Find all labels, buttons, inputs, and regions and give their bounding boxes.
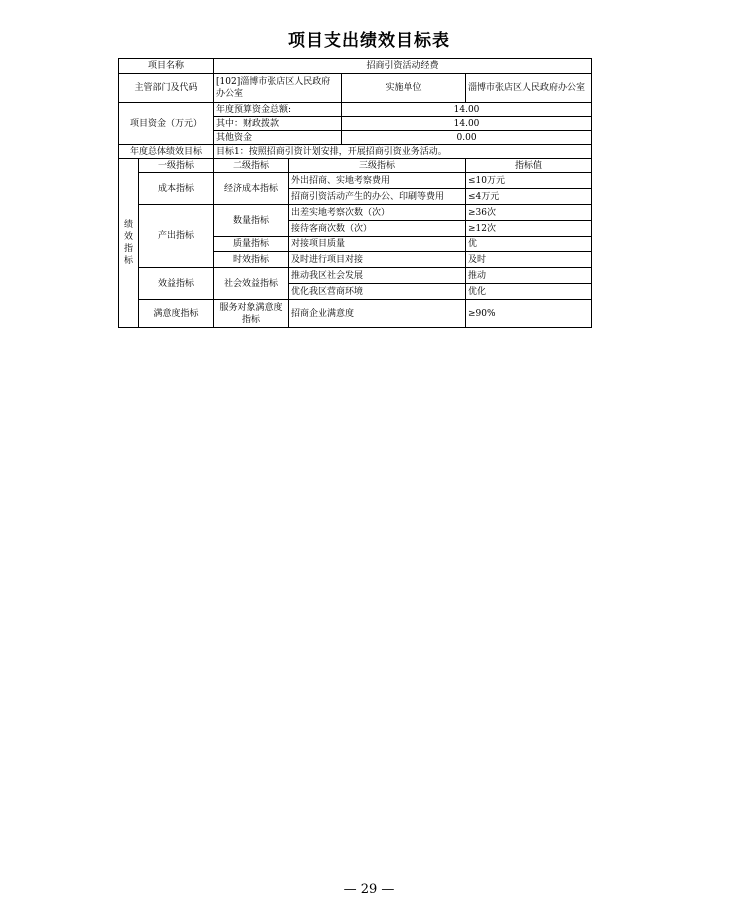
funds-total-label: 年度预算资金总额: <box>214 103 342 117</box>
benefit-level1: 效益指标 <box>139 268 214 300</box>
page-title: 项目支出绩效目标表 <box>288 31 450 51</box>
department-value: [102]淄博市张店区人民政府办公室 <box>214 74 342 103</box>
project-name-value: 招商引资活动经费 <box>214 59 592 74</box>
cost-item-value: ≤4万元 <box>466 189 592 205</box>
cost-item-name: 招商引资活动产生的办公、印刷等费用 <box>289 189 466 205</box>
header-level3: 三级指标 <box>289 159 466 173</box>
header-level2: 二级指标 <box>214 159 289 173</box>
benefit-item-name: 推动我区社会发展 <box>289 268 466 284</box>
benefit-level2: 社会效益指标 <box>214 268 289 300</box>
page-number: — 29 — <box>343 882 395 897</box>
implementing-unit-label: 实施单位 <box>342 74 466 103</box>
satisfaction-item-name: 招商企业满意度 <box>289 300 466 328</box>
timeliness-level2: 时效指标 <box>214 252 289 268</box>
table-row <box>119 268 592 284</box>
quantity-item-name: 出差实地考察次数（次） <box>289 205 466 221</box>
table-row <box>119 300 592 328</box>
benefit-item-value: 优化 <box>466 284 592 300</box>
cost-level1: 成本指标 <box>139 173 214 205</box>
performance-target-table <box>118 58 592 328</box>
table-row <box>119 173 592 189</box>
annual-goal-row <box>119 145 592 159</box>
funds-total-value: 14.00 <box>342 103 592 117</box>
quality-item-value: 优 <box>466 237 592 252</box>
cost-level2: 经济成本指标 <box>214 173 289 205</box>
funds-row-total <box>119 103 592 117</box>
quantity-level2: 数量指标 <box>214 205 289 237</box>
quality-level2: 质量指标 <box>214 237 289 252</box>
satisfaction-item-value: ≥90% <box>466 300 592 328</box>
indicator-header-row <box>119 159 592 173</box>
annual-goal-value: 目标1：按照招商引资计划安排，开展招商引资业务活动。 <box>214 145 592 159</box>
table-row <box>119 205 592 221</box>
cost-item-value: ≤10万元 <box>466 173 592 189</box>
performance-indicators-label: 绩效指标 <box>119 159 139 328</box>
satisfaction-level2: 服务对象满意度指标 <box>214 300 289 328</box>
quantity-item-name: 接待客商次数（次） <box>289 221 466 237</box>
funds-label: 项目资金（万元） <box>119 103 214 145</box>
quality-item-name: 对接项目质量 <box>289 237 466 252</box>
benefit-item-name: 优化我区营商环境 <box>289 284 466 300</box>
implementing-unit-value: 淄博市张店区人民政府办公室 <box>466 74 592 103</box>
header-value: 指标值 <box>466 159 592 173</box>
funds-fiscal-label: 其中：财政拨款 <box>214 117 342 131</box>
funds-other-value: 0.00 <box>342 131 592 145</box>
funds-fiscal-value: 14.00 <box>342 117 592 131</box>
output-level1: 产出指标 <box>139 205 214 268</box>
cost-item-name: 外出招商、实地考察费用 <box>289 173 466 189</box>
annual-goal-label: 年度总体绩效目标 <box>119 145 214 159</box>
department-label: 主管部门及代码 <box>119 74 214 103</box>
satisfaction-level1: 满意度指标 <box>139 300 214 328</box>
department-row <box>119 74 592 103</box>
quantity-item-value: ≥36次 <box>466 205 592 221</box>
project-name-row <box>119 59 592 74</box>
timeliness-item-value: 及时 <box>466 252 592 268</box>
benefit-item-value: 推动 <box>466 268 592 284</box>
header-level1: 一级指标 <box>139 159 214 173</box>
timeliness-item-name: 及时进行项目对接 <box>289 252 466 268</box>
project-name-label: 项目名称 <box>119 59 214 74</box>
quantity-item-value: ≥12次 <box>466 221 592 237</box>
funds-other-label: 其他资金 <box>214 131 342 145</box>
